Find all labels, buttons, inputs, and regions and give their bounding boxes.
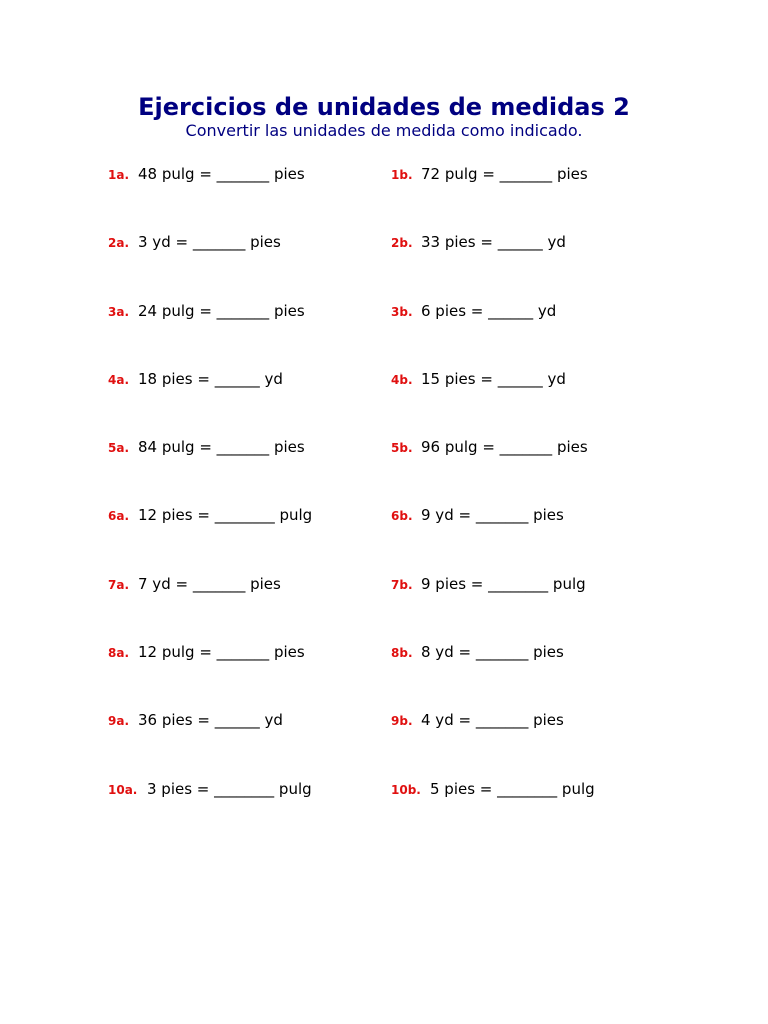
exercise-number: 4a. bbox=[108, 372, 130, 387]
exercise-2b bbox=[391, 230, 566, 254]
exercise-expression: 36 pies = ______ yd bbox=[138, 711, 283, 730]
exercise-6a bbox=[108, 503, 312, 527]
exercise-expression: 8 yd = _______ pies bbox=[421, 643, 564, 662]
exercise-row-7 bbox=[0, 572, 768, 640]
exercise-expression: 9 pies = ________ pulg bbox=[421, 574, 586, 593]
exercise-4a bbox=[108, 367, 283, 391]
exercise-row-4 bbox=[0, 367, 768, 435]
exercise-number: 9b. bbox=[391, 714, 413, 729]
exercise-1b bbox=[391, 162, 588, 186]
exercise-9a bbox=[108, 708, 283, 732]
exercise-expression: 5 pies = ________ pulg bbox=[430, 779, 595, 798]
exercise-number: 10a. bbox=[108, 782, 138, 797]
exercise-number: 8b. bbox=[391, 646, 413, 661]
exercise-1a bbox=[108, 162, 305, 186]
exercise-expression: 24 pulg = _______ pies bbox=[138, 301, 305, 320]
exercise-number: 3b. bbox=[391, 304, 413, 319]
exercise-expression: 15 pies = ______ yd bbox=[421, 369, 566, 388]
exercise-number: 2b. bbox=[391, 236, 413, 251]
exercise-number: 7b. bbox=[391, 577, 413, 592]
exercise-8a bbox=[108, 640, 305, 664]
exercise-expression: 84 pulg = _______ pies bbox=[138, 438, 305, 457]
exercise-expression: 96 pulg = _______ pies bbox=[421, 438, 588, 457]
exercise-expression: 3 yd = _______ pies bbox=[138, 233, 281, 252]
exercise-row-2 bbox=[0, 230, 768, 298]
exercise-expression: 72 pulg = _______ pies bbox=[421, 165, 588, 183]
exercise-4b bbox=[391, 367, 566, 391]
exercise-number: 6b. bbox=[391, 509, 413, 524]
exercise-number: 3a. bbox=[108, 304, 130, 319]
exercise-number: 2a. bbox=[108, 236, 130, 251]
exercise-number: 7a. bbox=[108, 577, 130, 592]
exercise-6b bbox=[391, 503, 564, 527]
exercise-9b bbox=[391, 708, 564, 732]
exercise-number: 4b. bbox=[391, 372, 413, 387]
exercise-number: 1b. bbox=[391, 168, 413, 182]
exercise-number: 10b. bbox=[391, 782, 421, 797]
exercise-row-1 bbox=[0, 162, 768, 230]
exercise-3a bbox=[108, 299, 305, 323]
exercise-expression: 3 pies = ________ pulg bbox=[147, 779, 312, 798]
page-subtitle: Convertir las unidades de medida como indicado. bbox=[185, 121, 583, 140]
exercise-expression: 12 pies = ________ pulg bbox=[138, 506, 313, 525]
exercise-row-8 bbox=[0, 640, 768, 708]
exercise-number: 1a. bbox=[108, 168, 130, 182]
exercise-expression: 4 yd = _______ pies bbox=[421, 711, 564, 730]
exercise-3b bbox=[391, 299, 556, 323]
exercise-row-9 bbox=[0, 708, 768, 776]
exercise-expression: 9 yd = _______ pies bbox=[421, 506, 564, 525]
exercise-grid bbox=[0, 162, 768, 845]
exercise-expression: 12 pulg = _______ pies bbox=[138, 643, 305, 662]
exercise-5b bbox=[391, 435, 588, 459]
exercise-expression: 7 yd = _______ pies bbox=[138, 574, 281, 593]
exercise-row-10 bbox=[0, 777, 768, 845]
exercise-number: 5a. bbox=[108, 441, 130, 456]
exercise-number: 6a. bbox=[108, 509, 130, 524]
exercise-5a bbox=[108, 435, 305, 459]
exercise-2a bbox=[108, 230, 281, 254]
exercise-expression: 48 pulg = _______ pies bbox=[138, 165, 305, 183]
exercise-number: 5b. bbox=[391, 441, 413, 456]
exercise-row-3 bbox=[0, 299, 768, 367]
exercise-expression: 18 pies = ______ yd bbox=[138, 369, 283, 388]
exercise-8b bbox=[391, 640, 564, 664]
exercise-expression: 6 pies = ______ yd bbox=[421, 301, 557, 320]
exercise-10b bbox=[391, 777, 595, 801]
exercise-10a bbox=[108, 777, 312, 801]
exercise-row-5 bbox=[0, 435, 768, 503]
page-title: Ejercicios de unidades de medidas 2 bbox=[138, 93, 630, 121]
exercise-7b bbox=[391, 572, 586, 596]
exercise-row-6 bbox=[0, 503, 768, 571]
exercise-number: 8a. bbox=[108, 646, 130, 661]
exercise-expression: 33 pies = ______ yd bbox=[421, 233, 566, 252]
exercise-7a bbox=[108, 572, 281, 596]
exercise-number: 9a. bbox=[108, 714, 130, 729]
